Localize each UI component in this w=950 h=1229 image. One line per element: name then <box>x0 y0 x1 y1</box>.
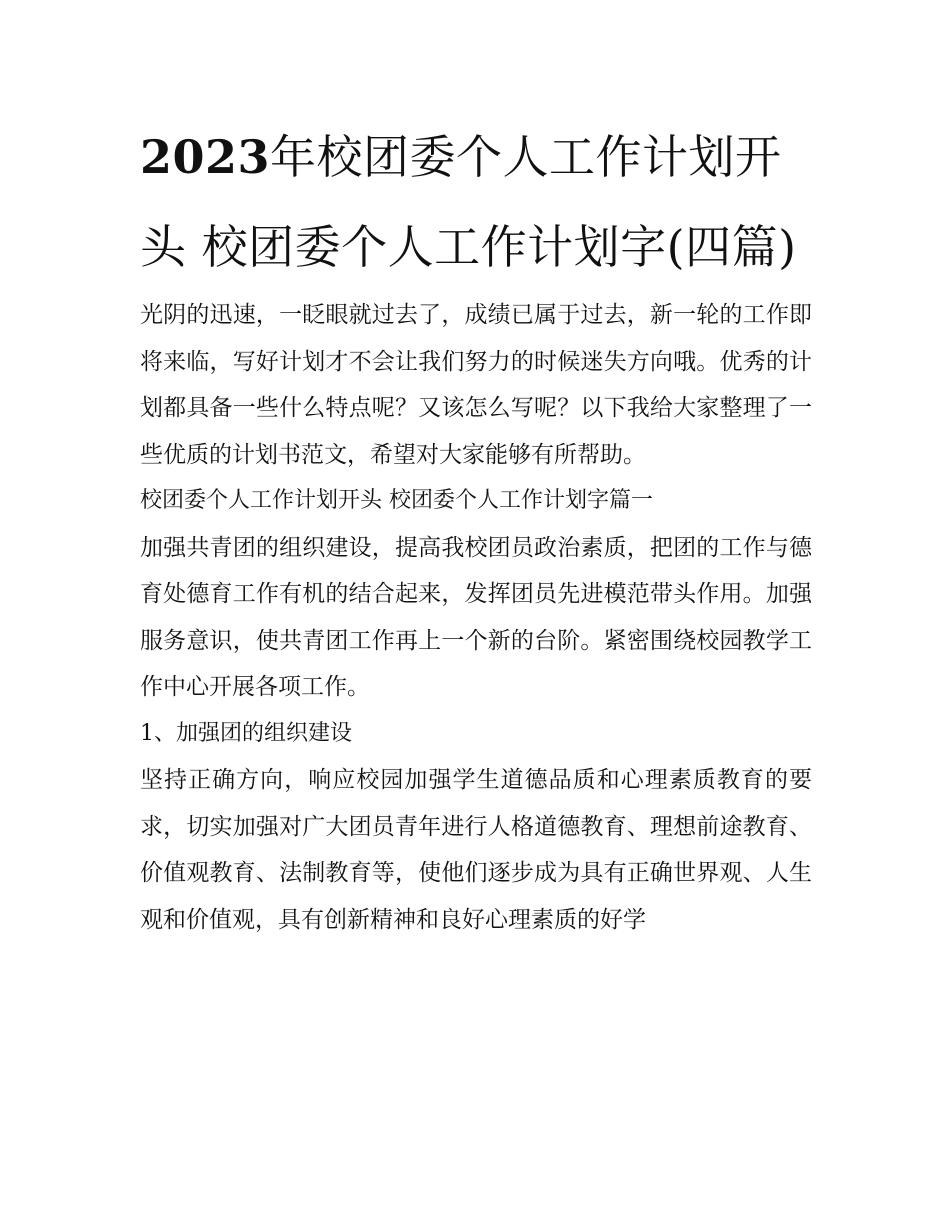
title-text: 年校团委个人工作计划开头 校团委个人工作计划字(四篇) <box>140 130 797 274</box>
title-year: 2023 <box>140 130 271 184</box>
intro-paragraph: 光阴的迅速，一眨眼就过去了，成绩已属于过去，新一轮的工作即将来临，写好计划才不会让我们努力的时候迷失方向哦。优秀的计划都具备一些什么特点呢？又该怎么写呢？以下我给大家整理了一些优质的计划书范文，希望对大家能够有所帮助。 <box>140 302 812 468</box>
item-paragraph: 坚持正确方向，响应校园加强学生道德品质和心理素质教育的要求，切实加强对广大团员青年进行人格道德教育、理想前途教育、价值观教育、法制教育等，使他们逐步成为具有正确世界观、人生观和价值观，具有创新精神和良好心理素质的好学 <box>140 767 812 933</box>
section-heading: 校团委个人工作计划开头 校团委个人工作计划字篇一 <box>140 488 653 513</box>
document-page <box>140 112 812 943</box>
section-paragraph: 加强共青团的组织建设，提高我校团员政治素质，把团的工作与德育处德育工作有机的结合起来，发挥团员先进模范带头作用。加强服务意识，使共青团工作再上一个新的台阶。紧密围绕校园教学工作中心开展各项工作。 <box>140 534 812 700</box>
document-title <box>140 112 812 292</box>
item-heading: 1、加强团的组织建设 <box>140 720 352 746</box>
